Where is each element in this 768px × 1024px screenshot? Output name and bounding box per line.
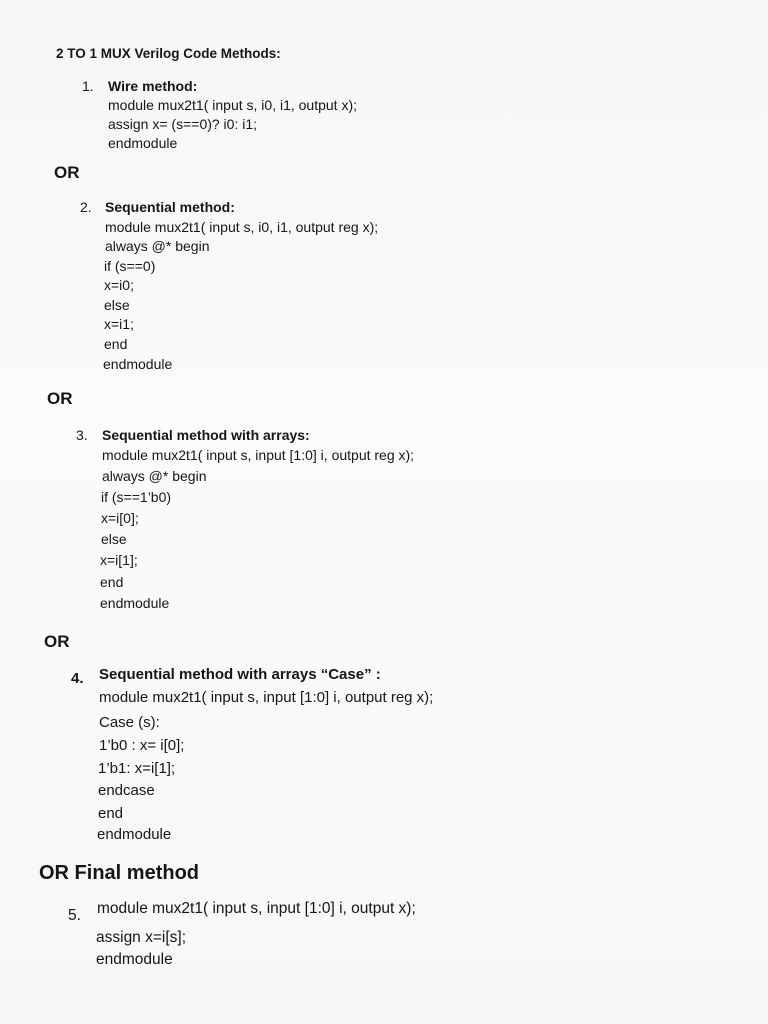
code-line: endmodule (108, 135, 178, 151)
method-number: 4. (71, 670, 84, 687)
code-line: always @* begin (102, 468, 207, 484)
or-separator: OR (54, 163, 80, 182)
code-line: end (100, 574, 124, 590)
code-line: Case (s): (99, 714, 160, 731)
method-heading: Sequential method: (105, 199, 235, 215)
code-line: endmodule (96, 951, 173, 968)
code-line: if (s==0) (104, 258, 156, 274)
code-line: else (104, 297, 130, 313)
or-separator: OR (47, 389, 73, 408)
code-line: assign x=i[s]; (96, 929, 187, 946)
method-heading: Sequential method with arrays: (102, 427, 310, 443)
code-line: end (104, 336, 128, 352)
method-heading: Sequential method with arrays “Case” : (99, 666, 381, 683)
code-line: module mux2t1( input s, input [1:0] i, output x); (97, 900, 416, 917)
code-line: endmodule (100, 595, 170, 611)
code-line: else (101, 531, 127, 547)
code-line: 1’b0 : x= i[0]; (99, 737, 185, 754)
code-line: endcase (98, 782, 155, 799)
code-line: 1’b1: x=i[1]; (98, 760, 176, 777)
method-number: 1. (82, 78, 94, 94)
code-line: module mux2t1( input s, input [1:0] i, output reg x); (102, 447, 415, 463)
method-number: 5. (68, 907, 81, 924)
code-line: endmodule (103, 356, 173, 372)
final-method-separator: OR Final method (39, 862, 199, 884)
code-line: if (s==1’b0) (101, 489, 172, 505)
document-title: 2 TO 1 MUX Verilog Code Methods: (56, 46, 281, 61)
code-line: x=i0; (104, 277, 134, 293)
code-line: x=i1; (104, 316, 134, 332)
code-line: module mux2t1( input s, input [1:0] i, output reg x); (99, 689, 434, 706)
code-line: x=i[1]; (100, 552, 138, 568)
or-separator: OR (44, 632, 70, 651)
code-line: module mux2t1( input s, i0, i1, output x); (108, 97, 358, 113)
code-line: endmodule (97, 826, 172, 843)
code-line: module mux2t1( input s, i0, i1, output reg x); (105, 219, 379, 235)
code-line: always @* begin (105, 238, 210, 254)
method-number: 3. (76, 427, 88, 443)
code-line: x=i[0]; (101, 510, 139, 526)
method-number: 2. (80, 199, 92, 215)
code-line: end (98, 805, 124, 822)
code-line: assign x= (s==0)? i0: i1; (108, 116, 258, 132)
method-heading: Wire method: (108, 78, 198, 94)
